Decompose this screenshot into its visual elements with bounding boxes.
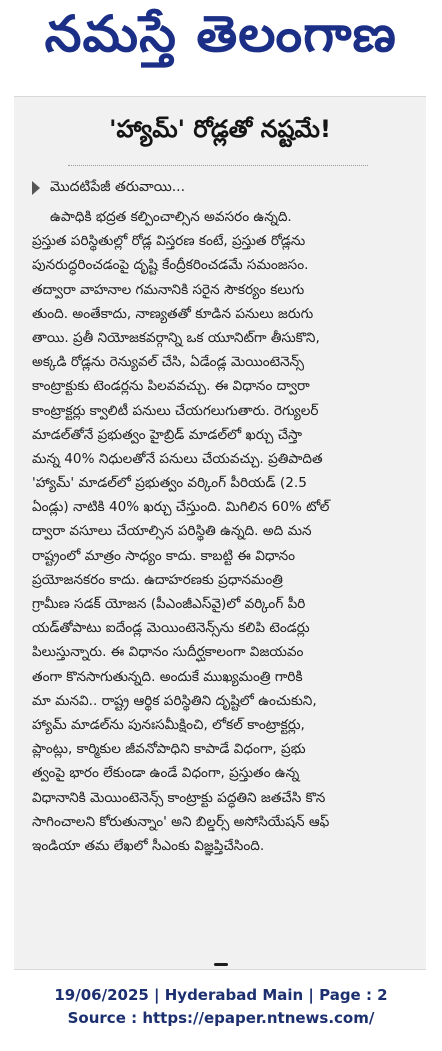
article-line: మాడల్‌తోనే ప్రభుత్వం హైబ్రిడ్ మాడల్‌లో ఖర్చు చేస్తా <box>32 426 303 443</box>
article-line: మన్న 40% నిధులతోనే పనులు చేయవచ్చు. ప్రతిపాదిత <box>32 450 323 467</box>
article-line: ఏండ్లు) నాటికి 40% ఖర్చు చేస్తుంది. మిగిలిన 60% టోల్ <box>32 499 330 516</box>
article-body <box>32 205 416 858</box>
article-line: గ్రామీణ సడక్ యోజన (పీఎంజీఎస్‌వై)లో వర్కింగ్ పీరి <box>32 596 306 612</box>
source-link[interactable]: Source : https://epaper.ntnews.com/ <box>67 1009 375 1027</box>
article-line: కాంట్రాక్టుకు టెండర్లను పిలవవచ్చు. ఈ విధానం ద్వారా <box>32 378 310 395</box>
article-clipping <box>14 96 426 970</box>
footer <box>0 984 442 1030</box>
chevron-right-icon <box>32 181 40 195</box>
article-line: తద్వారా వాహనాల గమనానికి సరైన సౌకర్యం కలుగు <box>32 281 305 298</box>
article-line: ఇండియా తమ లేఖలో సీఎంకు విజ్ఞప్తిచేసింది. <box>32 837 265 854</box>
headline-divider <box>68 165 368 166</box>
article-line: 'హ్యామ్' మాడల్‌లో ప్రభుత్వం వర్కింగ్ పీరియడ్ (2.5 <box>32 475 307 492</box>
continued-marker <box>32 177 185 199</box>
article-line: ప్రస్తుత పరిస్థితుల్లో రోడ్ల విస్తరణ కంటే, ప్రస్తుత రోడ్లను <box>32 233 306 250</box>
article-end-mark <box>214 963 228 966</box>
article-line: అక్కడి రోడ్లను రెన్యువల్ చేసి, ఏడేండ్ల మెయింటెనెన్స్ <box>32 354 305 371</box>
article-line: పిలుస్తున్నారు. ఈ విధానం సుదీర్ఘకాలంగా విజయవం <box>32 644 304 661</box>
article-line: యడ్‌తోపాటు ఐదేండ్ల మెయింటెనెన్స్‌ను కలిపి టెండర్లు <box>32 620 310 637</box>
article-line: తుంది. అంతేకాదు, నాణ్యతతో కూడిన పనులు జరుగు <box>32 305 314 322</box>
article-line: రాష్ట్రంలో మాత్రం సాధ్యం కాదు. కాబట్టి ఈ విధానం <box>32 547 296 564</box>
article-line: ప్లాంట్లు, కార్మికుల జీవనోపాధిని కాపాడే విధంగా, ప్రభు <box>32 741 306 758</box>
masthead <box>0 0 442 80</box>
article-line: ప్రయోజనకరం కాదు. ఉదాహరణకు ప్రధానమంత్రి <box>32 571 283 588</box>
article-line: త్వంపై భారం లేకుండా ఉండే విధంగా, ప్రస్తుతం ఉన్న <box>32 765 300 782</box>
article-line: హ్యామ్ మాడల్‌ను పునఃసమీక్షించి, లోకల్ కాంట్రాక్టర్లు, <box>32 716 305 733</box>
article-line: ఉపాధికి భద్రత కల్పించాల్సిన అవసరం ఉన్నది. <box>50 209 292 225</box>
article-line: సాగించాలని కోరుతున్నాం' అని బిల్డర్స్ అసోసియేషన్ ఆఫ్ <box>32 813 330 830</box>
article-line: మా మనవి.. రాష్ట్ర ఆర్థిక పరిస్థితిని దృష్టిలో ఉంచుకుని, <box>32 692 317 709</box>
article-line: తాయి. ప్రతీ నియోజకవర్గాన్ని ఒక యూనిట్‌గా తీసుకొని, <box>32 329 320 346</box>
article-line: తంగా కొనసాగుతున్నది. అందుకే ముఖ్యమంత్రి గారికి <box>32 668 303 685</box>
article-line: విధానానికి మెయింటెనెన్స్ కాంట్రాక్టు పద్ధతిని జతచేసి కొన <box>32 789 326 806</box>
article-line: కాంట్రాక్టర్లు క్వాలిటీ పనులు చేయగలుగుతారు. రెగ్యులర్ <box>32 402 319 419</box>
edition-info: 19/06/2025 | Hyderabad Main | Page : 2 <box>54 986 388 1004</box>
article-line: ద్వారా వసూలు చేయాల్సిన పరిస్థితి ఉన్నది. అది మన <box>32 523 312 540</box>
article-line: పునరుద్ధరించడంపై దృష్టి కేంద్రీకరించడమే సమంజసం. <box>32 257 309 274</box>
article-headline: 'హ్యామ్' రోడ్లతో నష్టమే! <box>109 115 331 143</box>
continued-label: మొదటిపేజీ తరువాయి... <box>50 178 186 195</box>
newspaper-logo: నమస్తే తెలంగాణ <box>44 4 398 63</box>
